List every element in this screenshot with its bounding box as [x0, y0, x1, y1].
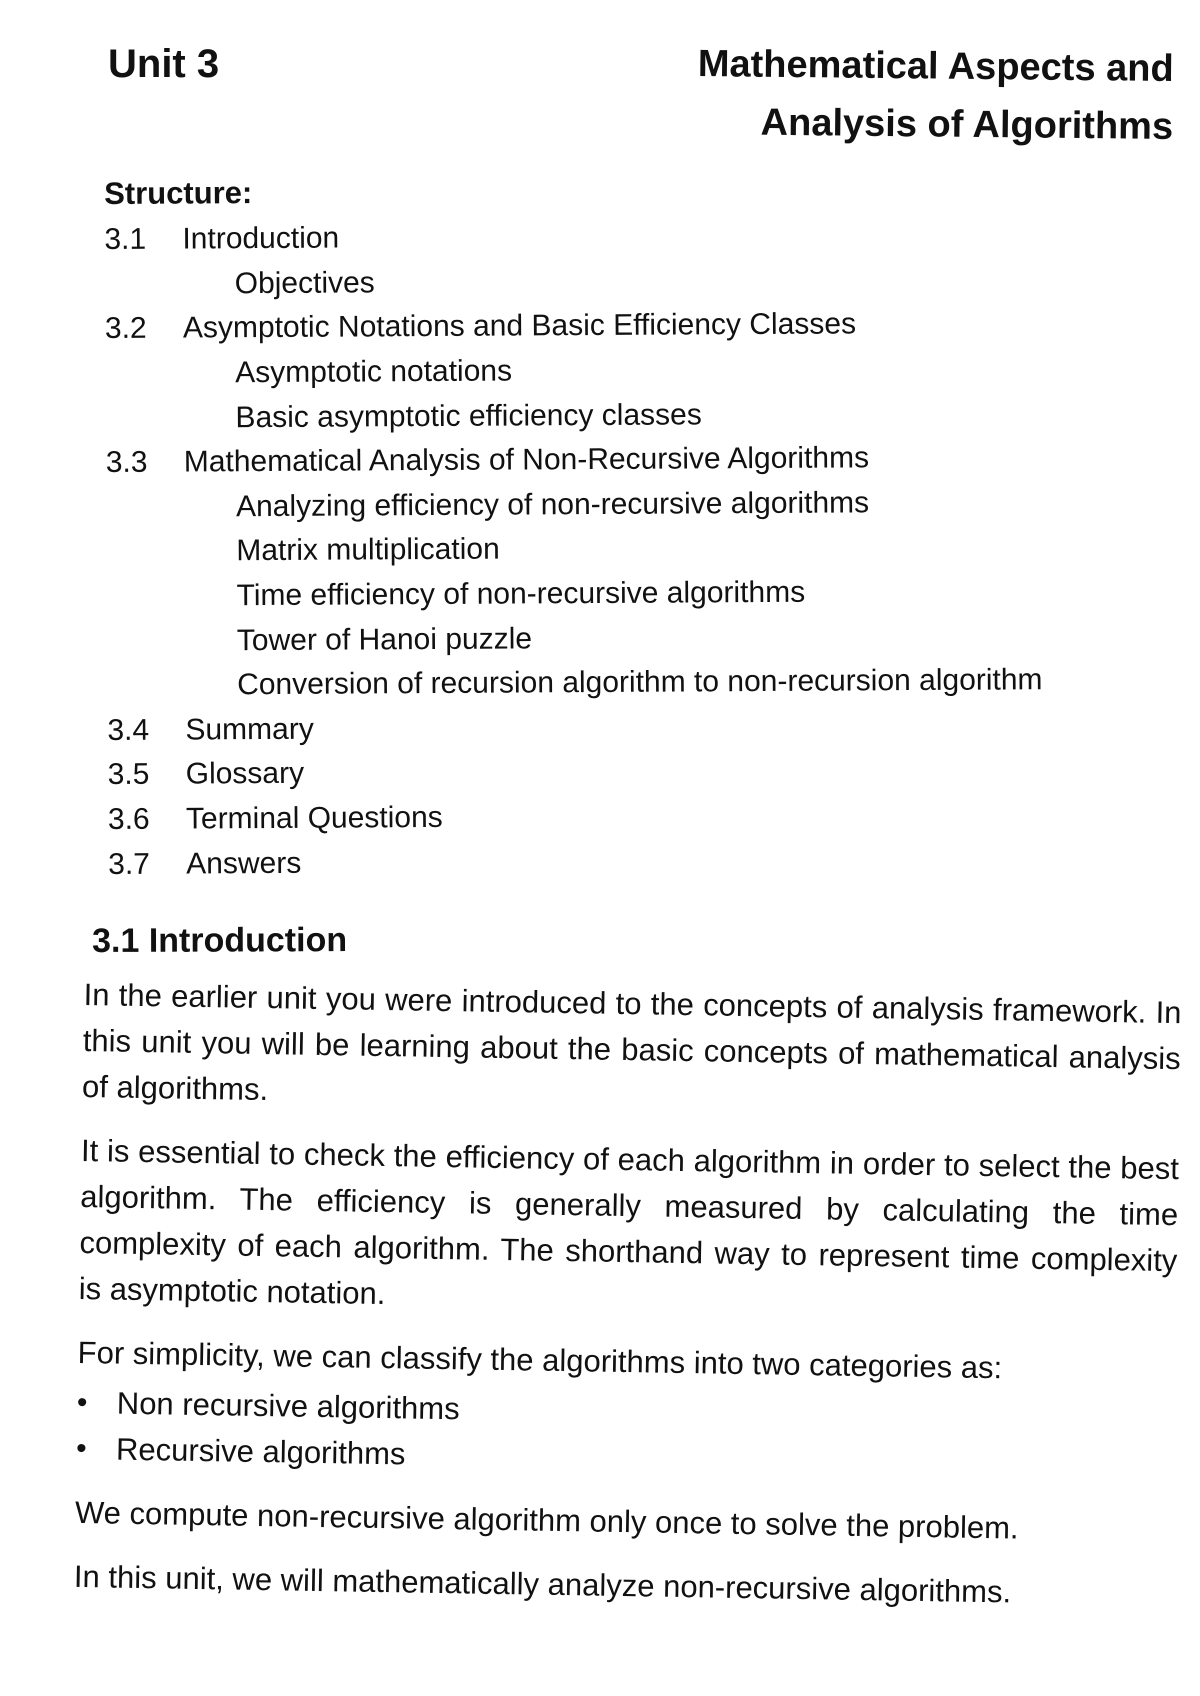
toc-item: [108, 747, 1168, 798]
toc-item-number: 3.7: [108, 847, 151, 881]
toc-item-label: Introduction: [182, 221, 340, 256]
bullet-list: [76, 1380, 1175, 1490]
toc-subitem: Conversion of recursion algorithm to non-recursion algorithm: [237, 663, 1043, 702]
list-item-text: Non recursive algorithms: [116, 1385, 460, 1427]
structure-heading: Structure:: [104, 175, 253, 211]
toc-subitem: Asymptotic notations: [235, 354, 513, 390]
toc-item-label: Glossary: [185, 757, 305, 791]
bullet-icon: •: [75, 1431, 87, 1466]
toc-subitem: Tower of Hanoi puzzle: [236, 622, 533, 657]
paragraph: In the earlier unit you were introduced to the concepts of analysis framework. In this unit you will be learning about the basic concepts of mathematical analysis of algorithms.: [81, 976, 1182, 1108]
toc-item-number: 3.1: [104, 223, 147, 257]
introduction-body: [73, 972, 1182, 1636]
toc-item: [107, 702, 1167, 753]
toc-subitem: Basic asymptotic efficiency classes: [235, 398, 702, 434]
list-item-text: Recursive algorithms: [115, 1431, 406, 1472]
unit-title-line-2: Analysis of Algorithms: [760, 101, 1174, 148]
paragraph: In this unit, we will mathematically analyze non-recursive algorithms.: [73, 1558, 1012, 1610]
toc-item-label: Mathematical Analysis of Non-Recursive Algorithms: [183, 441, 870, 479]
toc-item-label: Asymptotic Notations and Basic Efficiency Classes: [182, 307, 857, 346]
toc-subitem: Objectives: [234, 266, 375, 301]
toc-item: [104, 212, 1164, 263]
toc-subitem: Time efficiency of non-recursive algorithms: [236, 575, 806, 613]
toc-item-label: Answers: [186, 846, 302, 881]
toc-item-number: 3.2: [104, 312, 147, 346]
unit-title: [613, 34, 1174, 156]
toc-item: [108, 836, 1168, 887]
paragraph: For simplicity, we can classify the algorithms into two categories as:: [77, 1334, 1003, 1386]
toc-item-number: 3.3: [105, 446, 148, 480]
toc-item: [108, 791, 1168, 842]
toc-subitem: Matrix multiplication: [236, 533, 500, 568]
toc-item: [105, 301, 1165, 352]
paragraph: It is essential to check the efficiency of each algorithm in order to select the best algorithm. The efficiency is generally measured by calculating the time complexity of each algorithm. The shorthand way to represent time complexity is asymptotic notation.: [78, 1132, 1180, 1312]
toc-subitem: Analyzing efficiency of non-recursive algorithms: [235, 486, 870, 524]
toc-item-number: 3.5: [107, 758, 150, 792]
paragraph: We compute non-recursive algorithm only once to solve the problem.: [74, 1494, 1019, 1546]
toc-item-label: Summary: [185, 712, 314, 747]
section-heading-introduction: 3.1 Introduction: [92, 921, 348, 960]
toc-item-number: 3.4: [107, 713, 150, 747]
toc-item: [106, 434, 1166, 485]
bullet-icon: •: [76, 1385, 88, 1420]
structure-toc: [104, 166, 1168, 887]
toc-item-label: Terminal Questions: [185, 800, 443, 836]
toc-item-number: 3.6: [107, 802, 150, 837]
unit-title-line-1: Mathematical Aspects and: [697, 43, 1174, 90]
unit-label: Unit 3: [108, 42, 220, 86]
